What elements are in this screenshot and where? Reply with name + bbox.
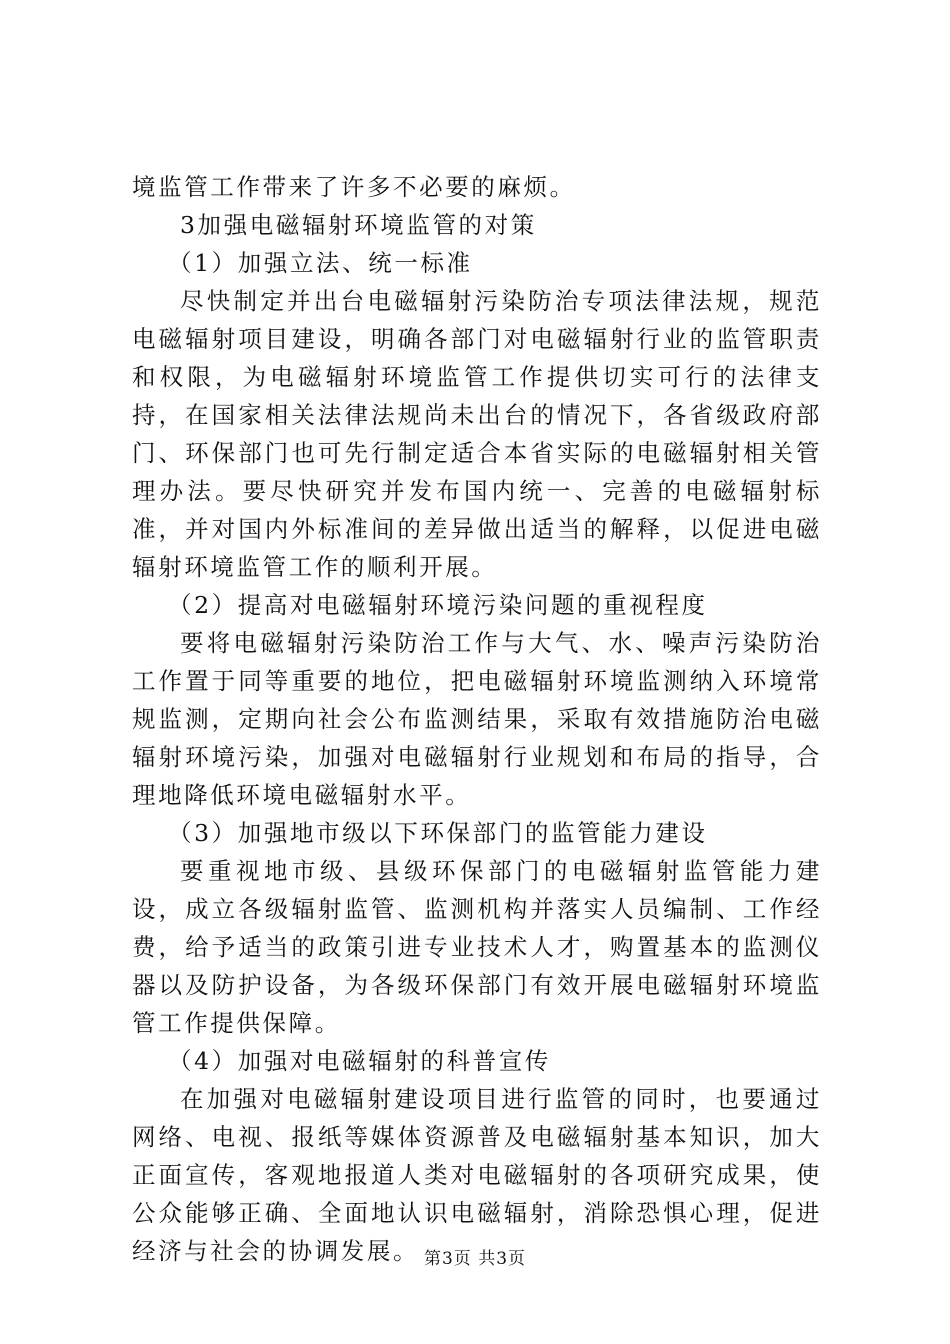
body-paragraph-3: 要重视地市级、县级环保部门的电磁辐射监管能力建设，成立各级辐射监管、监测机构并落实人员编制、工作经费，给予适当的政策引进专业技术人才，购置基本的监测仪器以及防护设备，为各级环保部门有效开展电磁辐射环境监管工作提供保障。 — [132, 857, 822, 1037]
subsection-heading-3: （3）加强地市级以下环保部门的监管能力建设 — [168, 819, 708, 847]
body-paragraph-4: 在加强对电磁辐射建设项目进行监管的同时，也要通过网络、电视、报纸等媒体资源普及电磁辐射基本知识，加大正面宣传，客观地报道人类对电磁辐射的各项研究成果，使公众能够正确、全面地认识电磁辐射，消除恐惧心理，促进经济与社会的协调发展。 — [132, 1085, 822, 1265]
page-number-label: 第3页 共3页 — [423, 1249, 527, 1269]
subsection-heading-1: （1）加强立法、统一标准 — [168, 249, 473, 277]
subsection-heading-2: （2）提高对电磁辐射环境污染问题的重视程度 — [168, 591, 708, 619]
subsection-heading-4: （4）加强对电磁辐射的科普宣传 — [168, 1047, 551, 1075]
body-paragraph-1: 尽快制定并出台电磁辐射污染防治专项法律法规，规范电磁辐射项目建设，明确各部门对电磁辐射行业的监管职责和权限，为电磁辐射环境监管工作提供切实可行的法律支持，在国家相关法律法规尚未出台的情况下，各省级政府部门、环保部门也可先行制定适合本省实际的电磁辐射相关管理办法。要尽快研究并发布国内统一、完善的电磁辐射标准，并对国内外标准间的差异做出适当的解释，以促进电磁辐射环境监管工作的顺利开展。 — [132, 287, 822, 581]
continuation-paragraph: 境监管工作带来了许多不必要的麻烦。 — [132, 173, 576, 201]
document-body — [132, 168, 822, 1270]
body-paragraph-2: 要将电磁辐射污染防治工作与大气、水、噪声污染防治工作置于同等重要的地位，把电磁辐射环境监测纳入环境常规监测，定期向社会公布监测结果，采取有效措施防治电磁辐射环境污染，加强对电磁辐射行业规划和布局的指导，合理地降低环境电磁辐射水平。 — [132, 629, 822, 809]
page-footer — [0, 1244, 950, 1269]
section-heading: 3加强电磁辐射环境监管的对策 — [180, 211, 537, 239]
